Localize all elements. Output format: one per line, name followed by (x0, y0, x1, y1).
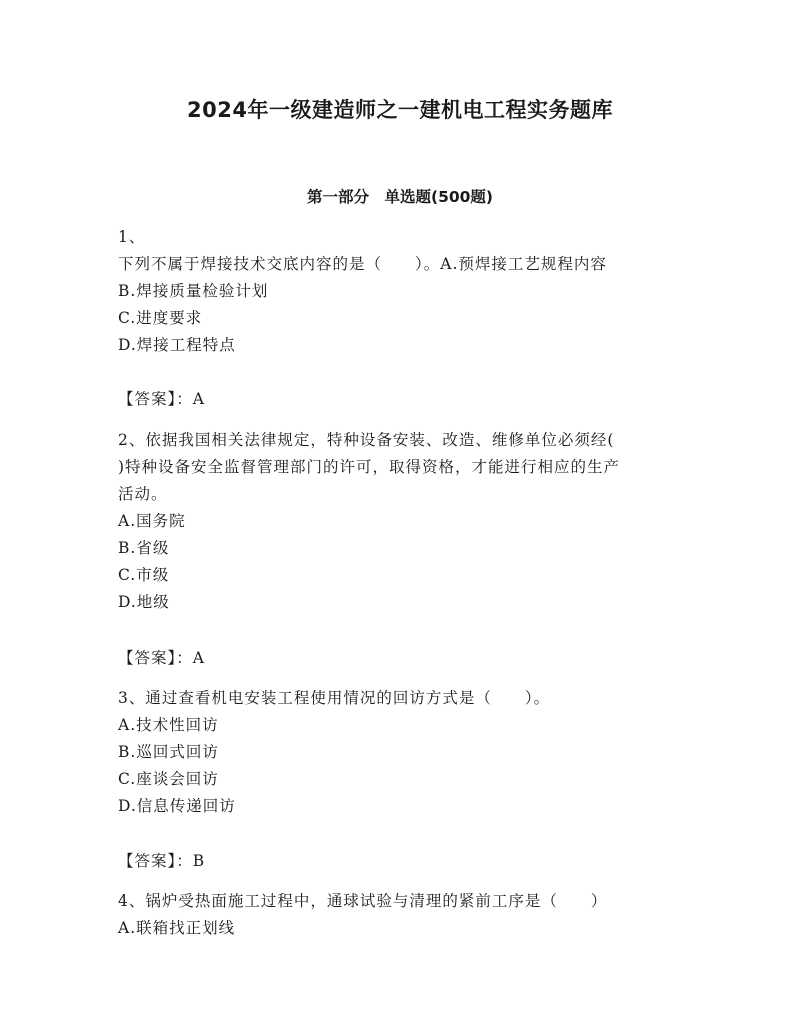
question-3-option-b: B.巡回式回访 (118, 743, 219, 761)
question-2-option-b: B.省级 (118, 539, 170, 557)
question-3-answer: 【答案】：B (118, 852, 206, 870)
question-2-answer: 【答案】：A (118, 649, 205, 667)
question-1-option-b: B.焊接质量检验计划 (118, 282, 269, 300)
question-3-option-d: D.信息传递回访 (118, 797, 236, 815)
document-title: 2024年一级建造师之一建机电工程实务题库 (187, 98, 613, 122)
question-4-option-a: A.联箱找正划线 (118, 919, 236, 937)
question-1-number: 1、 (118, 228, 146, 246)
section-heading: 第一部分 单选题(500题) (306, 188, 494, 206)
question-1-option-d: D.焊接工程特点 (118, 336, 236, 354)
question-1-option-c: C.进度要求 (118, 309, 203, 327)
question-2-option-a: A.国务院 (118, 512, 186, 530)
question-3-option-c: C.座谈会回访 (118, 770, 219, 788)
question-1-stem: 下列不属于焊接技术交底内容的是（ ）。A.预焊接工艺规程内容 (118, 255, 607, 273)
question-2-stem-line-3: 活动。 (118, 485, 168, 503)
question-4-stem: 4、锅炉受热面施工过程中，通球试验与清理的紧前工序是（ ） (118, 892, 608, 910)
question-3-option-a: A.技术性回访 (118, 716, 219, 734)
question-2-option-c: C.市级 (118, 566, 170, 584)
question-3-stem: 3、通过查看机电安装工程使用情况的回访方式是（ ）。 (118, 689, 551, 707)
question-2-option-d: D.地级 (118, 593, 170, 611)
question-1-answer: 【答案】：A (118, 390, 205, 408)
question-2-stem-line-1: 2、依据我国相关法律规定，特种设备安装、改造、维修单位必须经( (118, 431, 615, 449)
question-2-stem-line-2: )特种设备安全监督管理部门的许可，取得资格，才能进行相应的生产 (118, 458, 621, 476)
